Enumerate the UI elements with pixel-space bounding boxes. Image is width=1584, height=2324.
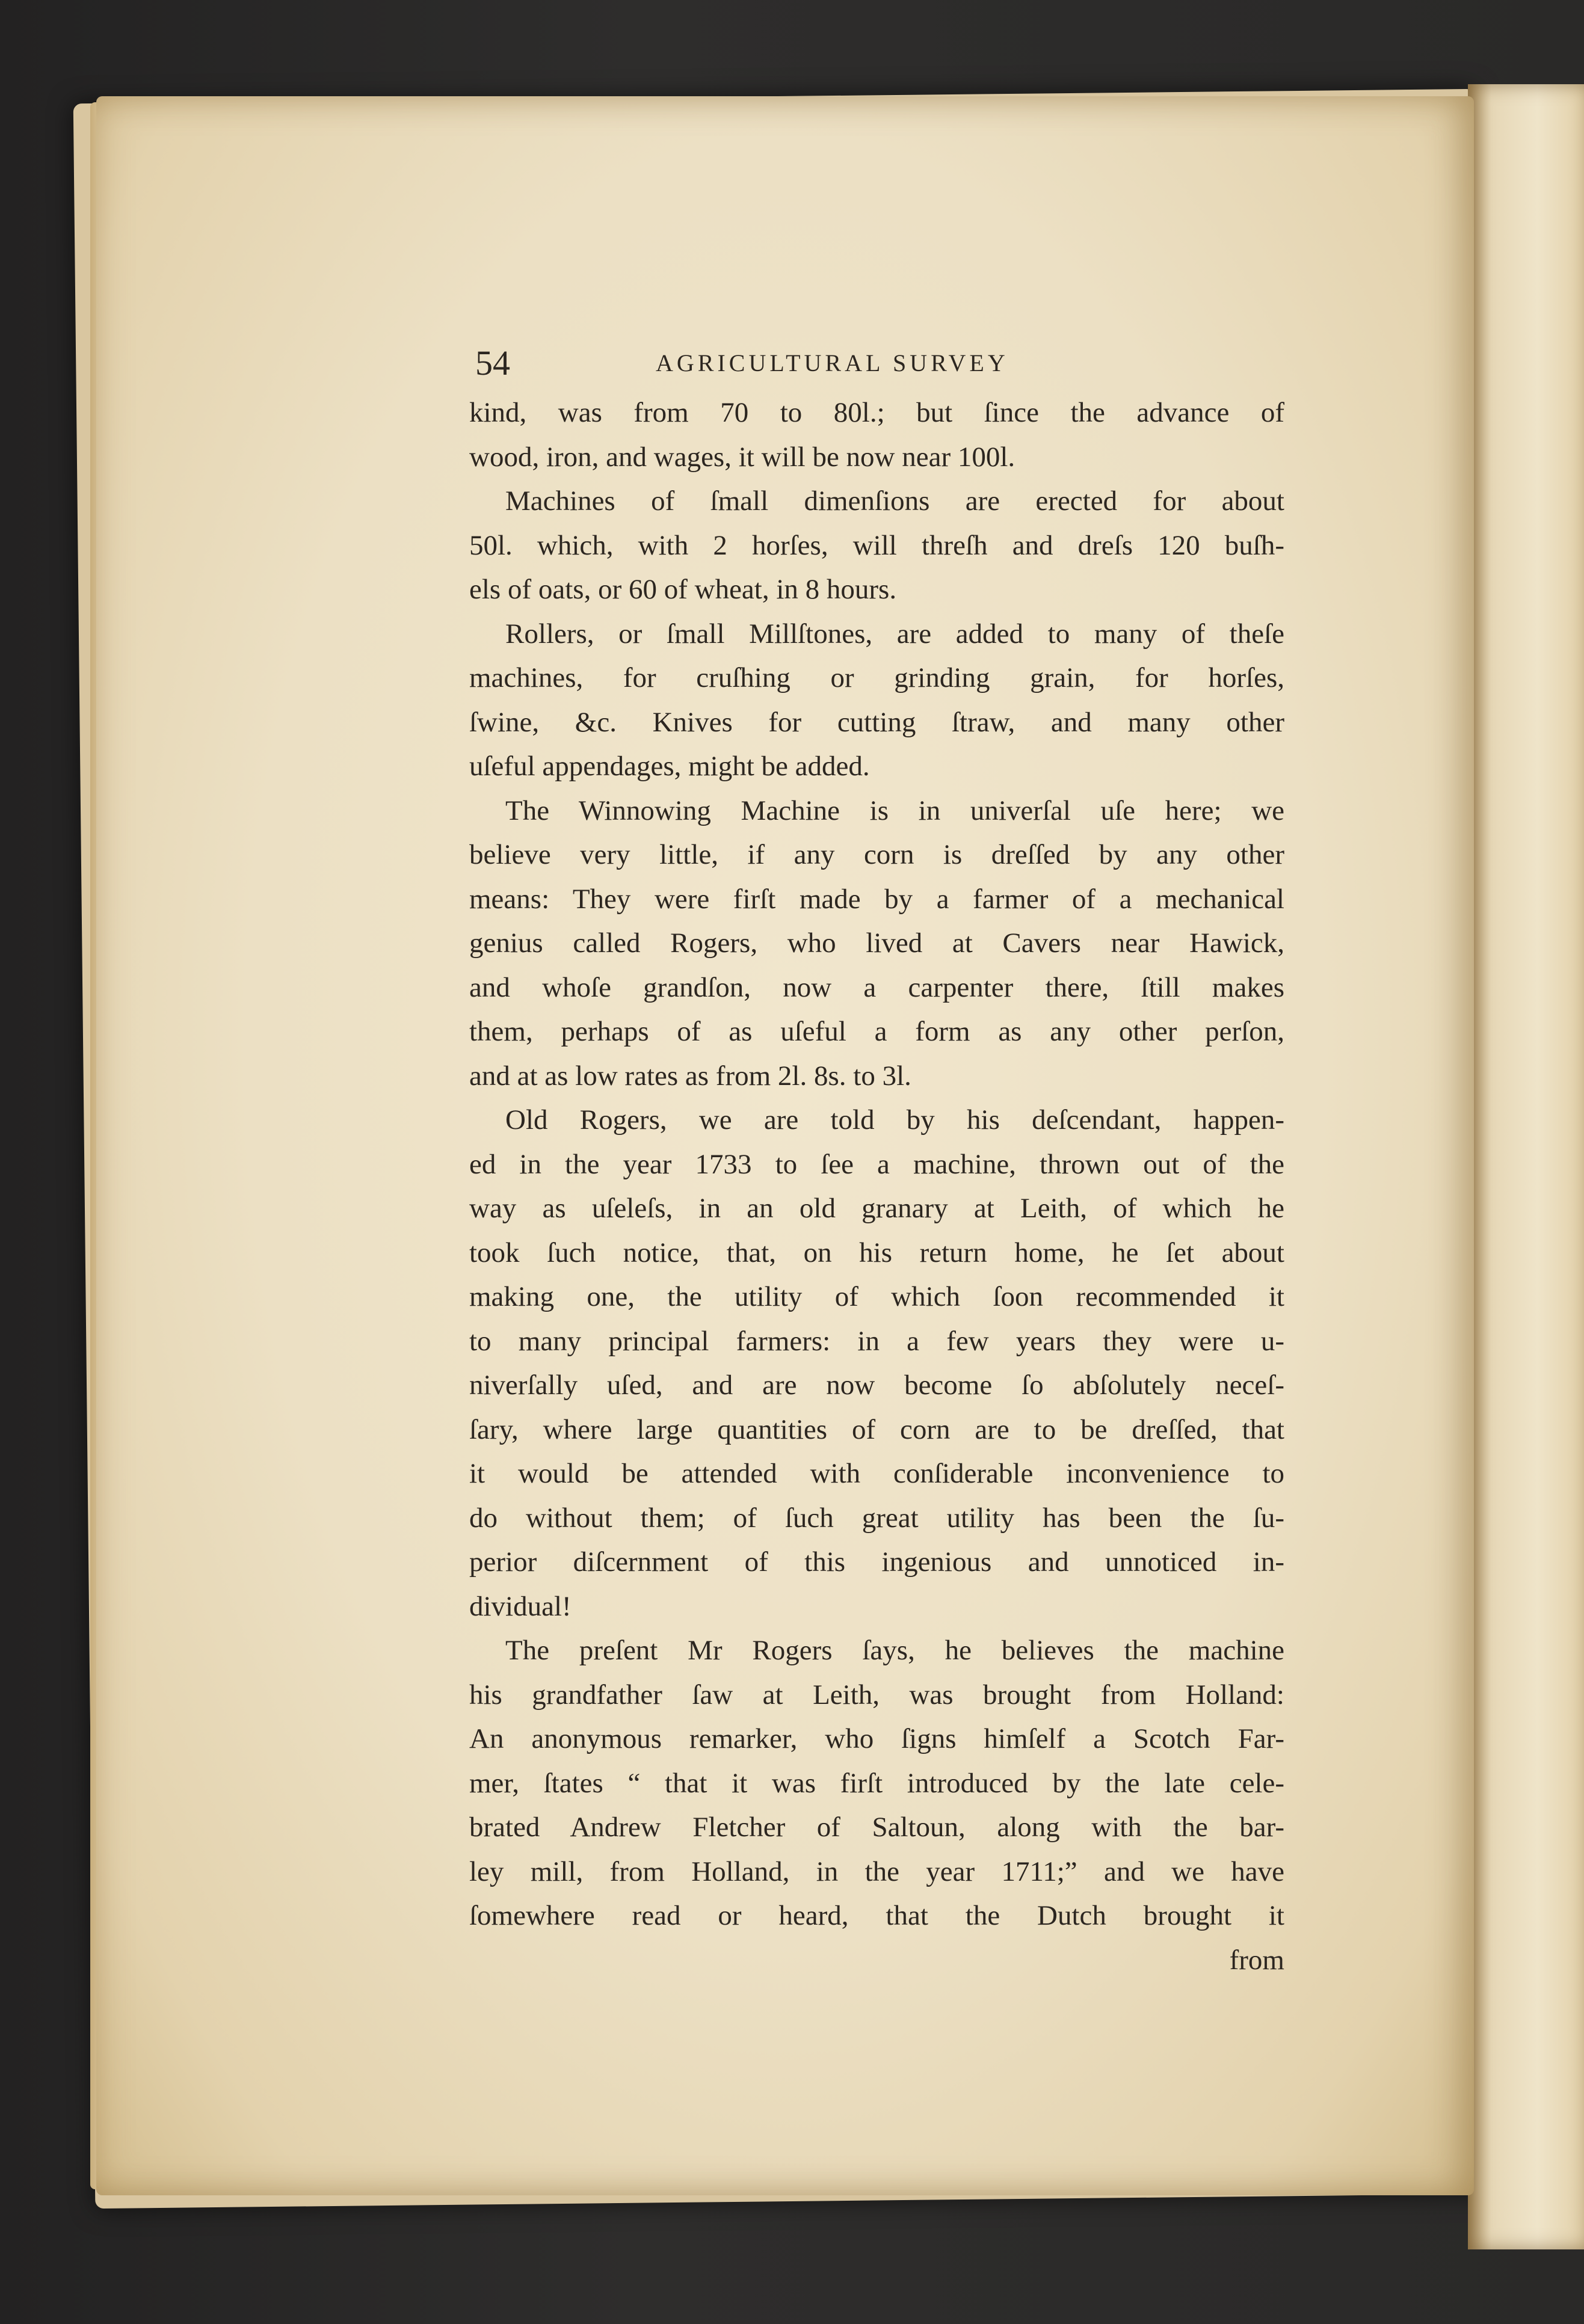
- text-line: The Winnowing Machine is in univerſal uſe here; we: [505, 795, 1284, 826]
- text-line: ley mill, from Holland, in the year 1711;” and we have: [469, 1855, 1284, 1887]
- text-line: ed in the year 1733 to ſee a machine, thrown out of the: [469, 1148, 1284, 1180]
- text-line: ſwine, &c. Knives for cutting ſtraw, and many other: [469, 706, 1284, 738]
- text-line: took ſuch notice, that, on his return home, he ſet about: [469, 1237, 1284, 1268]
- text-line: dividual!: [469, 1590, 572, 1622]
- text-line: 50l. which, with 2 horſes, will threſh and dreſs 120 buſh-: [469, 529, 1284, 561]
- text-line: and whoſe grandſon, now a carpenter there, ſtill makes: [469, 971, 1284, 1003]
- text-line: ſomewhere read or heard, that the Dutch brought it: [469, 1900, 1284, 1931]
- text-line: wood, iron, and wages, it will be now near 100l.: [469, 441, 1015, 473]
- text-line: his grandfather ſaw at Leith, was brought from Holland:: [469, 1679, 1284, 1711]
- text-line: niverſally uſed, and are now become ſo abſolutely neceſ-: [469, 1370, 1284, 1401]
- text-line: and at as low rates as from 2l. 8s. to 3l.: [469, 1060, 911, 1092]
- text-line: way as uſeleſs, in an old granary at Leith, of which he: [469, 1193, 1284, 1224]
- text-line: means: They were firſt made by a farmer of a mechanical: [469, 883, 1284, 915]
- running-head: [469, 343, 1284, 391]
- text-line: uſeful appendages, might be added.: [469, 751, 870, 782]
- text-line: to many principal farmers: in a few years they were u-: [469, 1325, 1284, 1357]
- text-line: mer, ſtates “ that it was firſt introduced by the late cele-: [469, 1767, 1284, 1799]
- text-line: ſary, where large quantities of corn are to be dreſſed, that: [469, 1413, 1284, 1445]
- text-line: perior diſcernment of this ingenious and unnoticed in-: [469, 1546, 1284, 1578]
- text-line: do without them; of ſuch great utility has been the ſu-: [469, 1502, 1284, 1534]
- text-line: An anonymous remarker, who ſigns himſelf a Scotch Far-: [469, 1723, 1284, 1754]
- text-line: Machines of ſmall dimenſions are erected for about: [505, 485, 1284, 517]
- text-line: The preſent Mr Rogers ſays, he believes the machine: [505, 1635, 1284, 1666]
- text-line: machines, for cruſhing or grinding grain, for horſes,: [469, 662, 1284, 693]
- text-line: kind, was from 70 to 80l.; but ſince the advance of: [469, 397, 1284, 428]
- page-number: 54: [475, 343, 510, 383]
- catchword: from: [1229, 1944, 1284, 1976]
- text-line: els of oats, or 60 of wheat, in 8 hours.: [469, 574, 897, 605]
- text-line: it would be attended with conſiderable inconvenience to: [469, 1458, 1284, 1489]
- text-line: Old Rogers, we are told by his deſcendant, happen-: [505, 1104, 1284, 1136]
- text-line: believe very little, if any corn is dreſſed by any other: [469, 839, 1284, 870]
- text-line: them, perhaps of as uſeful a form as any other perſon,: [469, 1016, 1284, 1047]
- text-line: brated Andrew Fletcher of Saltoun, along with the bar-: [469, 1812, 1284, 1843]
- text-block: [469, 343, 1284, 1982]
- facing-page-edge: [1468, 84, 1584, 2249]
- text-line: genius called Rogers, who lived at Cavers near Hawick,: [469, 927, 1284, 959]
- running-title: AGRICULTURAL SURVEY: [656, 349, 1009, 377]
- text-line: making one, the utility of which ſoon recommended it: [469, 1281, 1284, 1312]
- text-line: Rollers, or ſmall Millſtones, are added to many of theſe: [505, 618, 1284, 650]
